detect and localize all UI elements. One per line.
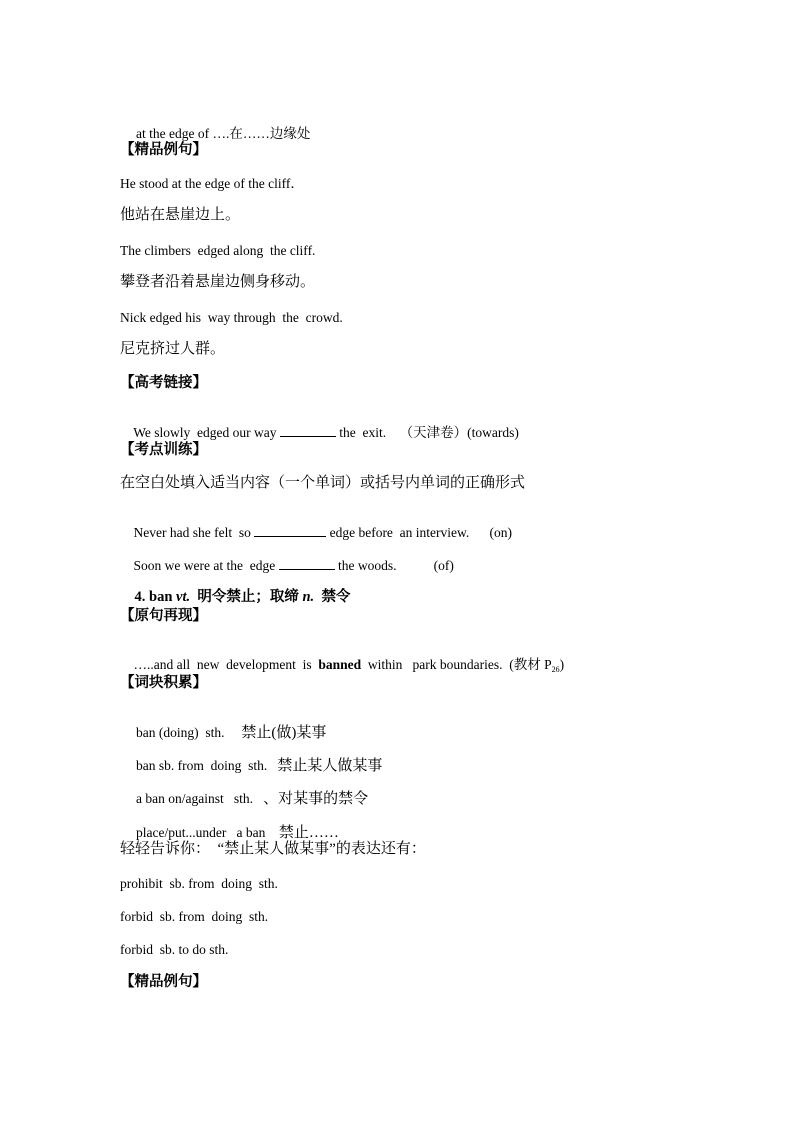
example-sentence-cn: 他站在悬崖边上。 [120,207,241,223]
word-number: 4. ban [134,588,177,605]
example-sentence-en: He stood at the edge of the cliff． [120,176,304,191]
phrase-en: a ban on/against sth. [136,791,264,806]
question-text-start: We slowly edged our way [133,424,280,440]
page-subscript: 26 [551,664,560,674]
definition-noun: 禁令 [314,588,351,605]
training-instructions: 在空白处填入适当内容（一个单词）或括号内单词的正确形式 [120,475,526,491]
section-heading-phrases: 【词块积累】 [120,675,207,691]
answer-blank[interactable] [279,558,335,570]
question-text-end: the woods. (of) [334,557,454,573]
section-heading-original: 【原句再现】 [120,608,207,624]
part-of-speech-noun: n. [302,588,315,605]
section-heading-training: 【考点训练】 [120,442,207,458]
example-sentence-cn: 攀登者沿着悬崖边侧身移动。 [120,274,316,290]
question-text-end: edge before an interview. (on) [326,524,513,540]
answer-blank[interactable] [280,425,336,437]
section-heading-examples: 【精品例句】 [120,974,207,990]
part-of-speech-verb: vt. [176,588,191,605]
phrase-cn: 禁止(做)某事 [241,725,327,741]
question-text-start: Never had she felt so [133,524,255,540]
example-sentence-en: Nick edged his way through the crowd. [120,310,343,325]
phrase-en: ban sb. from doing sth. [136,758,278,773]
original-text-mid: within park boundaries. (教材 P [361,656,552,672]
phrase-cn: 禁止某人做某事 [277,758,383,774]
phrase-en: ban (doing) sth. [136,725,242,740]
example-sentence-en: The climbers edged along the cliff. [120,243,316,258]
section-heading-examples: 【精品例句】 [120,142,207,158]
original-text-start: …..and all new development is [133,656,319,672]
phrase-cn: 禁止…… [278,825,339,841]
definition-verb: 明令禁止；取缔 [190,588,303,605]
keyword-banned: banned [318,656,362,672]
example-sentence-cn: 尼克挤过人群。 [120,341,226,357]
tip-text: 轻轻告诉你： “禁止某人做某事”的表达还有： [120,841,426,857]
answer-blank[interactable] [254,525,326,537]
phrase-cn: 、对某事的禁令 [263,791,369,807]
synonym-phrase: forbid sb. from doing sth. [120,909,269,924]
section-heading-gaokao: 【高考链接】 [120,375,207,391]
question-text-start: Soon we were at the edge [133,557,279,573]
original-text-end: ) [559,656,565,672]
phrase-en: place/put...under a ban [136,825,279,840]
phrase-text: at the edge of ….在……边缘处 [136,126,311,141]
synonym-phrase: forbid sb. to do sth. [120,942,229,957]
synonym-phrase: prohibit sb. from doing sth. [120,876,278,891]
question-text-end: the exit. （天津卷）(towards) [335,424,519,440]
